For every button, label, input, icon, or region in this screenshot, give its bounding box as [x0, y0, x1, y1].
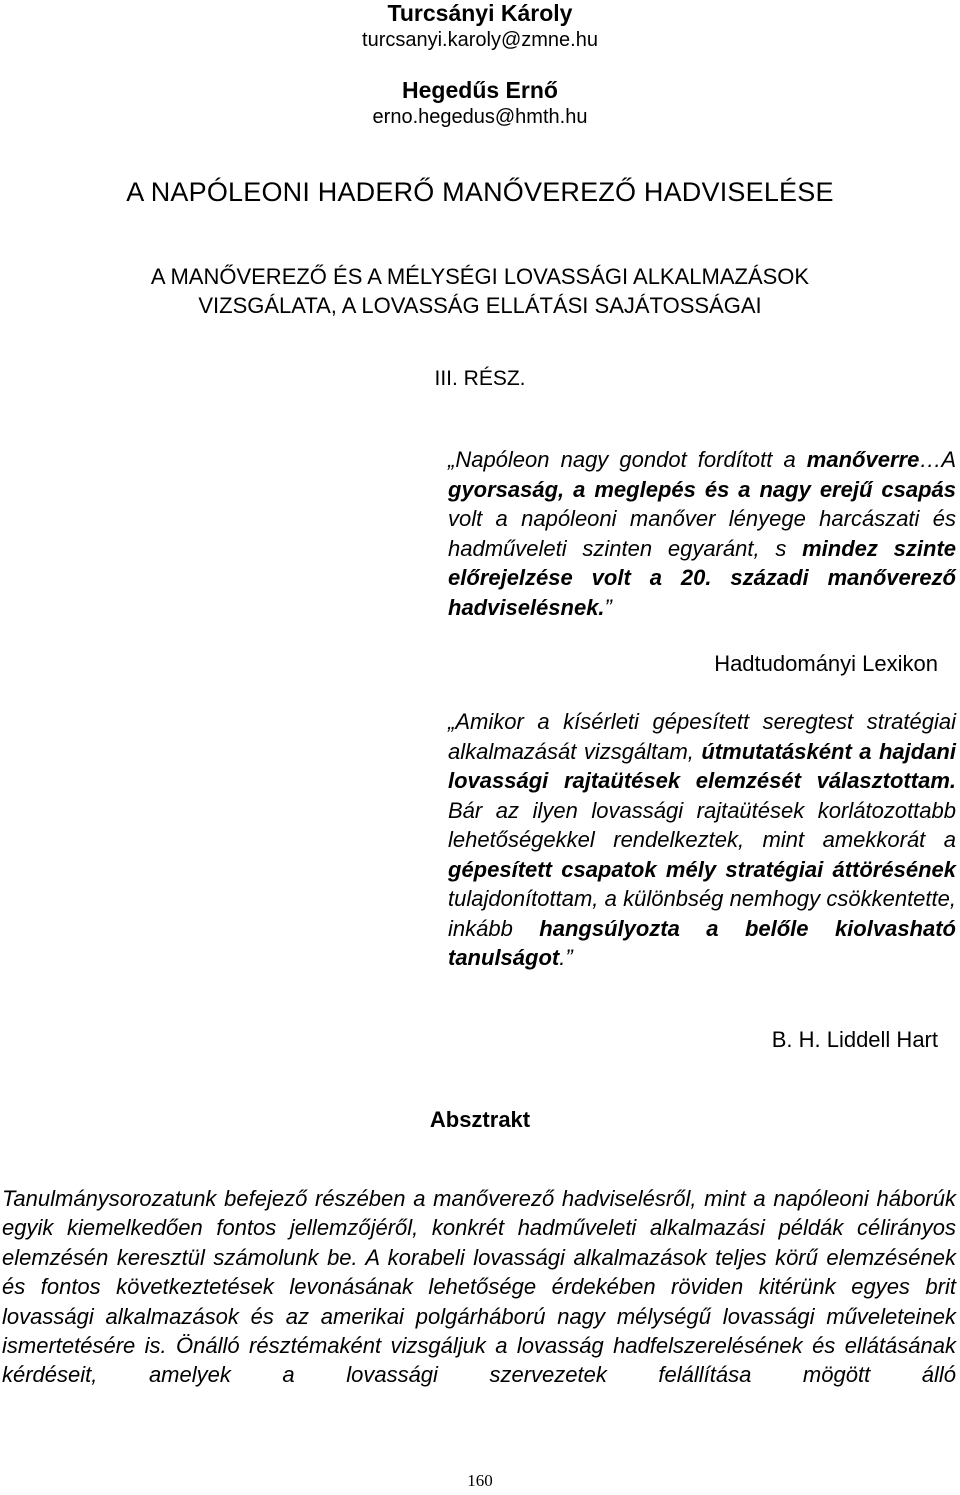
epigraph-quote-1 — [448, 445, 956, 622]
quote1-seg-1: manőverre — [806, 447, 920, 472]
subtitle-line-1: A MANŐVEREZŐ ÉS A MÉLYSÉGI LOVASSÁGI ALKALMAZÁSOK — [150, 264, 810, 289]
quote2-seg-1: útmutatásként a hajdani lovassági rajtaütések elemzését választottam. — [448, 738, 956, 793]
quote2-seg-0: „Amikor a kísérleti gépesített seregtest stratégiai alkalmazását vizsgáltam, — [448, 709, 956, 764]
quote2-seg-5: hangsúlyozta a belőle kiolvasható tanulságot — [448, 915, 956, 970]
author-name-2: Hegedűs Ernő — [402, 77, 558, 103]
part-label: III. RÉSZ. — [434, 367, 526, 390]
page-number: 160 — [467, 1471, 493, 1490]
author-email-2[interactable]: erno.hegedus@hmth.hu — [372, 106, 588, 128]
quote1-seg-3: gyorsaság, a meglepés és a nagy erejű csapás — [448, 476, 956, 502]
quote2-source: B. H. Liddell Hart — [771, 1027, 938, 1052]
paper-title: A NAPÓLEONI HADERŐ MANŐVEREZŐ HADVISELÉSE — [126, 177, 834, 207]
subtitle-line-2: VIZSGÁLATA, A LOVASSÁG ELLÁTÁSI SAJÁTOSSÁGAI — [198, 293, 762, 318]
author-email-1[interactable]: turcsanyi.karoly@zmne.hu — [362, 29, 598, 51]
abstract-body: Tanulmánysorozatunk befejező részében a manőverező hadviselésről, mint a napóleoni háborúk egyik kiemelkedően fontos jellemzőjéről, konkrét hadműveleti alkalmazási példák célirányos elemzésén keresztül számolunk be. A korabeli lovassági alkalmazások teljes körű elemzésének és fontos következtetések levonásának lehetősége érdekében röviden kitérünk egyes brit lovassági alkalmazások és az amerikai polgárháború nagy mélységű lovassági műveleteinek ismertetésére is. Önálló résztémaként vizsgáljuk a lovasság hadfelszerelésének és ellátásának kérdéseit, amelyek a lovassági szervezetek felállítása mögött álló — [2, 1186, 956, 1388]
epigraph-quote-2 — [448, 707, 956, 973]
quote2-seg-6: .” — [559, 945, 573, 970]
quote2-seg-3: gépesített csapatok mély stratégiai áttörésének — [448, 856, 956, 882]
quote1-seg-4: volt a napóleoni manőver lényege harcászati és hadműveleti szinten egyaránt, s — [448, 506, 956, 561]
quote1-seg-5: mindez szinte előrejelzése volt a 20. századi manőverező hadviselésnek. — [448, 535, 957, 620]
quote1-seg-2: …A — [919, 447, 956, 472]
quote1-seg-0: „Napóleon nagy gondot fordított a — [448, 447, 807, 472]
abstract-heading: Absztrakt — [429, 1107, 531, 1132]
quote1-source: Hadtudományi Lexikon — [714, 651, 938, 676]
quote2-seg-2: Bár az ilyen lovassági rajtaütések korlátozottabb lehetőségekkel rendelkeztek, mint amekkorát a — [448, 797, 956, 852]
quote2-seg-4: tulajdonítottam, a különbség nemhogy csökkentette, inkább — [448, 886, 956, 941]
author-name-1: Turcsányi Károly — [387, 0, 573, 26]
quote1-seg-6: ” — [604, 594, 612, 620]
